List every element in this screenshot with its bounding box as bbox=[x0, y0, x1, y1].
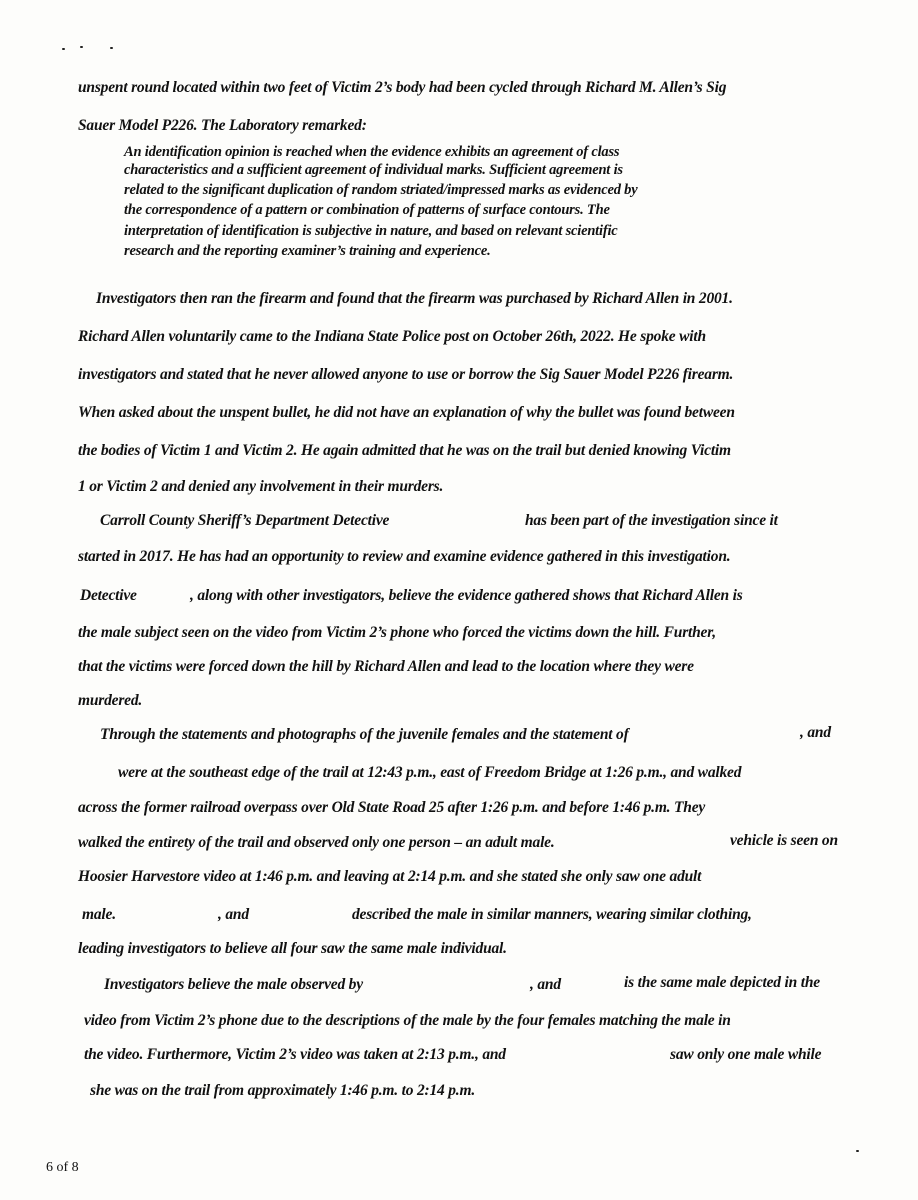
body-line: has been part of the investigation since it bbox=[525, 512, 778, 529]
body-line: the video. Furthermore, Victim 2’s video was taken at 2:13 p.m., and bbox=[84, 1046, 506, 1063]
body-line: the male subject seen on the video from Victim 2’s phone who forced the victims down the hill. Further, bbox=[78, 624, 716, 641]
body-line: described the male in similar manners, wearing similar clothing, bbox=[352, 906, 752, 923]
body-line: across the former railroad overpass over Old State Road 25 after 1:26 p.m. and before 1:46 p.m. They bbox=[78, 799, 706, 816]
body-line: vehicle is seen on bbox=[730, 832, 838, 849]
body-line: Investigators believe the male observed by bbox=[104, 976, 363, 993]
body-line: that the victims were forced down the hill by Richard Allen and lead to the location where they were bbox=[78, 658, 694, 675]
quote-line: research and the reporting examiner’s training and experience. bbox=[124, 243, 491, 259]
body-line: were at the southeast edge of the trail at 12:43 p.m., east of Freedom Bridge at 1:26 p.m., and walked bbox=[118, 764, 742, 781]
body-line: Detective bbox=[80, 587, 137, 604]
scan-speck bbox=[62, 48, 65, 50]
scan-speck bbox=[80, 46, 83, 48]
quote-line: related to the significant duplication of random striated/impressed marks as evidenced by bbox=[124, 182, 638, 198]
scan-speck bbox=[856, 1150, 859, 1152]
body-line: , along with other investigators, believe the evidence gathered shows that Richard Allen is bbox=[190, 587, 743, 604]
body-line: male. bbox=[82, 906, 116, 923]
page-number: 6 of 8 bbox=[46, 1160, 79, 1175]
body-line: saw only one male while bbox=[670, 1046, 822, 1063]
body-line: Through the statements and photographs of the juvenile females and the statement of bbox=[100, 726, 629, 743]
body-line: is the same male depicted in the bbox=[624, 974, 820, 991]
body-line: When asked about the unspent bullet, he did not have an explanation of why the bullet was found between bbox=[78, 404, 735, 421]
body-line: started in 2017. He has had an opportunity to review and examine evidence gathered in this investigation. bbox=[78, 548, 731, 565]
body-line: leading investigators to believe all four saw the same male individual. bbox=[78, 940, 507, 957]
body-line: , and bbox=[800, 724, 831, 741]
body-line: she was on the trail from approximately 1:46 p.m. to 2:14 p.m. bbox=[90, 1082, 476, 1099]
body-line: , and bbox=[530, 976, 561, 993]
body-line: Carroll County Sheriff’s Department Detective bbox=[100, 512, 390, 529]
body-line: video from Victim 2’s phone due to the descriptions of the male by the four females matching the male in bbox=[84, 1012, 731, 1029]
quote-line: interpretation of identification is subjective in nature, and based on relevant scientific bbox=[124, 223, 618, 239]
body-line: , and bbox=[218, 906, 249, 923]
body-line: Sauer Model P226. The Laboratory remarked: bbox=[78, 117, 367, 134]
body-line: walked the entirety of the trail and observed only one person – an adult male. bbox=[78, 834, 555, 851]
quote-line: An identification opinion is reached when the evidence exhibits an agreement of class bbox=[124, 144, 620, 160]
body-line: unspent round located within two feet of Victim 2’s body had been cycled through Richard M. Allen’s Sig bbox=[78, 79, 727, 96]
body-line: Richard Allen voluntarily came to the Indiana State Police post on October 26th, 2022. He spoke with bbox=[78, 328, 706, 345]
body-line: 1 or Victim 2 and denied any involvement in their murders. bbox=[78, 478, 444, 495]
scan-speck bbox=[110, 47, 113, 49]
body-line: murdered. bbox=[78, 692, 143, 709]
body-line: Hoosier Harvestore video at 1:46 p.m. and leaving at 2:14 p.m. and she stated she only saw one adult bbox=[78, 868, 702, 885]
body-line: the bodies of Victim 1 and Victim 2. He again admitted that he was on the trail but denied knowing Victim bbox=[78, 442, 731, 459]
body-line: Investigators then ran the firearm and found that the firearm was purchased by Richard Allen in 2001. bbox=[96, 290, 733, 307]
quote-line: characteristics and a sufficient agreement of individual marks. Sufficient agreement is bbox=[124, 162, 623, 178]
quote-line: the correspondence of a pattern or combination of patterns of surface contours. The bbox=[124, 202, 610, 218]
body-line: investigators and stated that he never allowed anyone to use or borrow the Sig Sauer Model P226 firearm. bbox=[78, 366, 734, 383]
